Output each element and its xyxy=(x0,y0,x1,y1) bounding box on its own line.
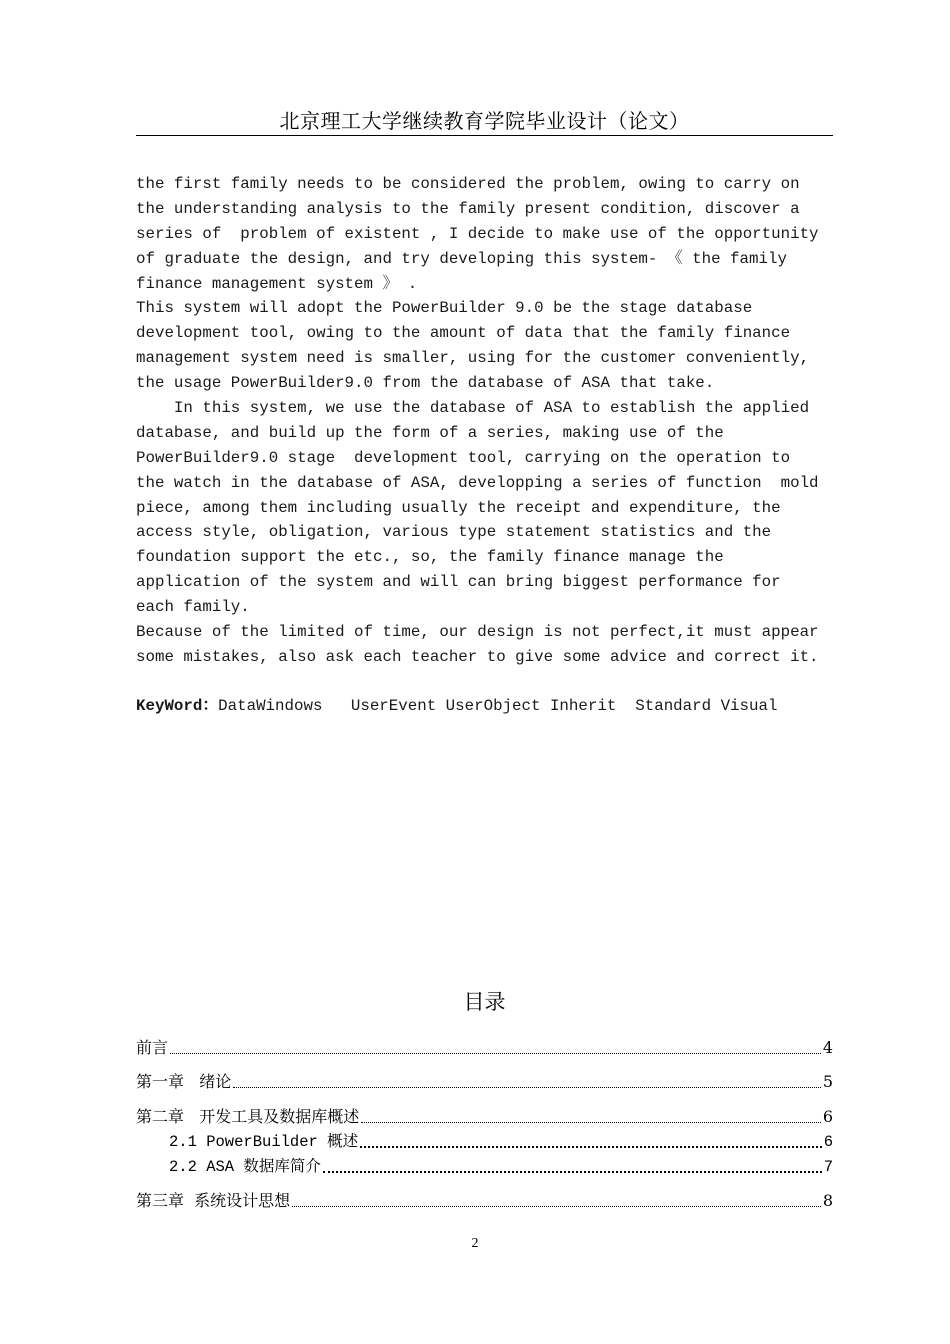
toc-entry-page: 6 xyxy=(822,1107,833,1126)
abstract-line: application of the system and will can bring biggest performance for xyxy=(136,573,781,592)
toc-title: 目录 xyxy=(463,990,506,1014)
abstract-line: PowerBuilder9.0 stage development tool, carrying on the operation to xyxy=(136,448,791,467)
toc-entry-page: 6 xyxy=(823,1133,833,1151)
abstract-line: This system will adopt the PowerBuilder 9.0 be the stage database xyxy=(136,299,753,318)
abstract-line: the understanding analysis to the family present condition, discover a xyxy=(136,199,800,218)
abstract-line: finance management system 》 . xyxy=(136,274,418,293)
abstract-line: each family. xyxy=(136,598,250,617)
abstract-line: the usage PowerBuilder9.0 from the database of ASA that take. xyxy=(136,374,715,393)
toc-leader-dots xyxy=(233,1087,821,1088)
toc-entry-title: 第二章 开发工具及数据库概述 xyxy=(136,1107,360,1126)
abstract-line: management system need is smaller, using for the customer conveniently, xyxy=(136,349,810,368)
abstract-line: foundation support the etc., so, the family finance manage the xyxy=(136,548,724,567)
toc-leader-dots xyxy=(360,1146,822,1148)
keyword-value: DataWindows UserEvent UserObject Inherit Standard Visual xyxy=(218,697,778,715)
toc-entry[interactable] xyxy=(136,1190,833,1212)
abstract-line: series of problem of existent , I decide to make use of the opportunity xyxy=(136,224,819,243)
toc-entry-page: 7 xyxy=(823,1158,833,1176)
page-header-title: 北京理工大学继续教育学院毕业设计（论文） xyxy=(279,109,690,133)
header-divider xyxy=(136,135,833,136)
abstract-line: database, and build up the form of a series, making use of the xyxy=(136,423,724,442)
abstract-line: Because of the limited of time, our design is not perfect,it must appear xyxy=(136,623,819,642)
abstract-line: access style, obligation, various type statement statistics and the xyxy=(136,523,772,542)
abstract-line: of graduate the design, and try developing this system- 《 the family xyxy=(136,249,787,268)
toc-subentry[interactable] xyxy=(136,1156,833,1178)
page-number: 2 xyxy=(471,1236,479,1251)
toc-entry-title: 2.2 ASA 数据库简介 xyxy=(169,1158,321,1176)
toc-entry-page: 8 xyxy=(822,1191,833,1210)
toc-entry-title: 2.1 PowerBuilder 概述 xyxy=(169,1133,359,1151)
toc-entry-page: 4 xyxy=(822,1038,833,1057)
keyword-line xyxy=(136,694,777,718)
keyword-label: KeyWord： xyxy=(136,697,219,715)
toc-leader-dots xyxy=(292,1206,821,1207)
toc-entry[interactable] xyxy=(136,1071,833,1093)
abstract-body xyxy=(136,172,836,670)
toc-leader-dots xyxy=(361,1122,821,1123)
toc-entry[interactable] xyxy=(136,1037,833,1059)
toc-entry-page: 5 xyxy=(822,1072,833,1091)
abstract-line: the first family needs to be considered the problem, owing to carry on xyxy=(136,175,800,193)
abstract-line: piece, among them including usually the receipt and expenditure, the xyxy=(136,498,781,517)
toc-entry[interactable] xyxy=(136,1106,833,1128)
abstract-line: In this system, we use the database of ASA to establish the applied xyxy=(136,399,810,418)
toc-entry-title: 第一章 绪论 xyxy=(136,1072,232,1091)
abstract-line: development tool, owing to the amount of data that the family finance xyxy=(136,324,791,343)
toc-entry-title: 第三章 系统设计思想 xyxy=(136,1191,291,1210)
abstract-line: some mistakes, also ask each teacher to give some advice and correct it. xyxy=(136,647,819,666)
toc-leader-dots xyxy=(323,1171,822,1173)
abstract-line: the watch in the database of ASA, developping a series of function mold xyxy=(136,473,819,492)
toc-leader-dots xyxy=(170,1053,821,1054)
toc-entry-title: 前言 xyxy=(136,1038,169,1057)
toc-subentry[interactable] xyxy=(136,1131,833,1153)
